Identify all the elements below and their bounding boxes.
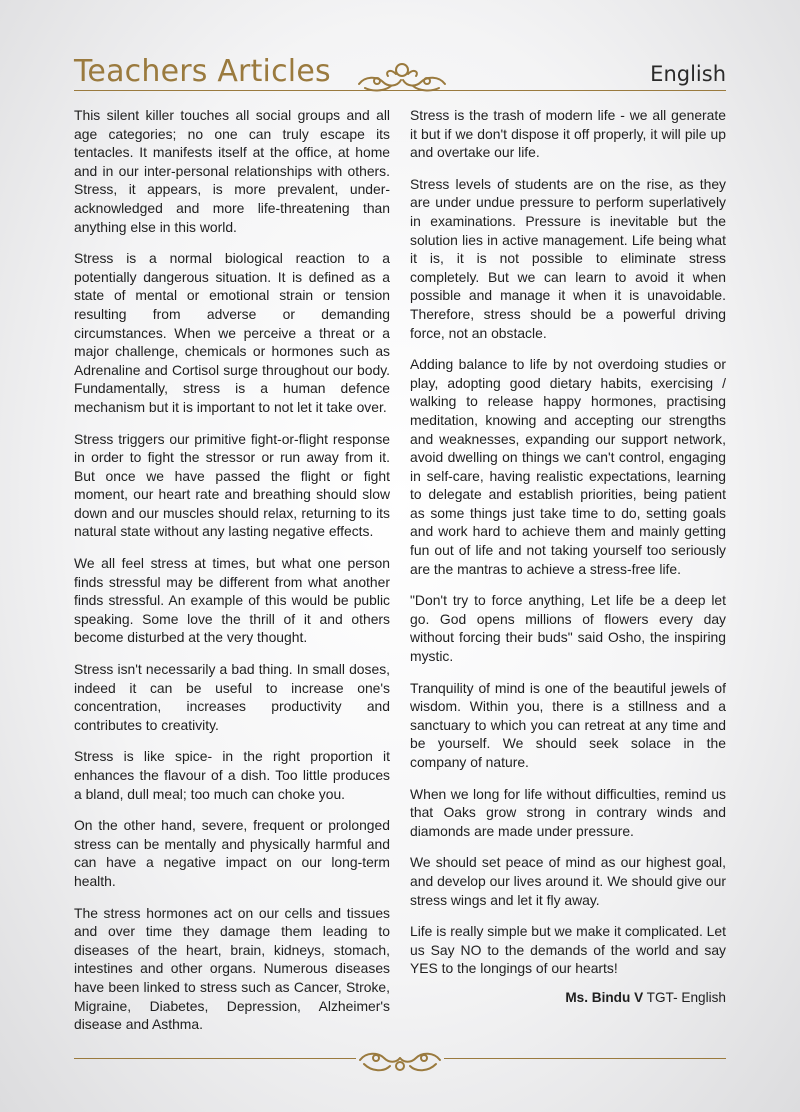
footer-rule-left [74, 1058, 356, 1059]
author-designation: TGT- English [646, 989, 726, 1005]
paragraph: On the other hand, severe, frequent or prolonged stress can be mentally and physically harmful and can have a negative impact on our long-term health. [74, 817, 390, 889]
paragraph: When we long for life without difficulties, remind us that Oaks grow strong in contrary winds and diamonds are made under pressure. [410, 785, 726, 839]
article-column-left [74, 106, 390, 1047]
paragraph: Tranquility of mind is one of the beautiful jewels of wisdom. Within you, there is a stillness and a sanctuary to which you can retreat at any time and be yourself. We should seek solace in the company of nature. [410, 679, 726, 770]
paragraph: Stress triggers our primitive fight-or-flight response in order to fight the stressor or run away from it. But once we have passed the flight or fight moment, our heart rate and breathing should slow down and our muscles should relax, returning to its natural state without any lasting negative effects. [74, 430, 390, 540]
footer-rule-right [444, 1058, 726, 1059]
paragraph: Stress is a normal biological reaction to a potentially dangerous situation. It is defined as a state of mental or emotional strain or tension resulting from adverse or demanding circumstances. When we perceive a threat or a major challenge, chemicals or hormones such as Adrenaline and Cortisol surge throughout our body. Fundamentally, stress is a human defence mechanism but it is important to not let it take over. [74, 250, 390, 415]
paragraph: Stress is the trash of modern life - we all generate it but if we don't dispose it off properly, it will pile up and overtake our life. [410, 107, 726, 161]
paragraph: Life is really simple but we make it complicated. Let us Say NO to the demands of the world and say YES to the longings of our hearts! [410, 923, 726, 977]
paragraph: We should set peace of mind as our highest goal, and develop our lives around it. We should give our stress wings and let it fly away. [410, 854, 726, 908]
language-label: English [650, 62, 726, 86]
article-column-right [410, 106, 726, 1008]
paragraph: This silent killer touches all social groups and all age categories; no one can truly escape its tentacles. It manifests itself at the office, at home and in our inter-personal relationships with others. Stress, it appears, is more prevalent, under-acknowledged and more life-threatening than anything else in this world. [74, 107, 390, 235]
paragraph: "Don't try to force anything, Let life be a deep let go. God opens millions of flowers every day without forcing their buds" said Osho, the inspiring mystic. [410, 592, 726, 665]
paragraph: Stress levels of students are on the rise, as they are under undue pressure to perform superlatively in examinations. Pressure is inevitable but the solution lies in active management. Life being what it is, it is not possible to eliminate stress completely. But we can learn to avoid it when possible and manage it when it is unavoidable. Therefore, stress should be a powerful driving force, not an obstacle. [410, 175, 726, 341]
header-rule [74, 90, 726, 91]
author-name: Ms. Bindu V [565, 989, 644, 1005]
paragraph: Stress is like spice- in the right proportion it enhances the flavour of a dish. Too little produces a bland, dull meal; too much can choke you. [74, 748, 390, 802]
paragraph: Stress isn't necessarily a bad thing. In small doses, indeed it can be useful to increase one's concentration, increases productivity and contributes to creativity. [74, 661, 390, 733]
scroll-flourish-icon [355, 58, 449, 94]
author-signature [410, 989, 726, 1008]
paragraph: We all feel stress at times, but what one person finds stressful may be different from what another finds stressful. An example of this would be public speaking. Some love the thrill of it and others become disturbed at the very thought. [74, 555, 390, 646]
paragraph: Adding balance to life by not overdoing studies or play, adopting good dietary habits, exercising / walking to release happy hormones, practising meditation, knowing and accepting our strengths and weaknesses, expanding our support network, avoid dwelling on things we can't control, engaging in self-care, having realistic expectations, learning to delegate and establish priorities, being patient as some things just take time to do, setting goals and work hard to achieve them and mainly getting fun out of life and not taking yourself too seriously are the mantras to achieve a stress-free life. [410, 356, 726, 577]
page-title: Teachers Articles [74, 54, 331, 89]
paragraph: The stress hormones act on our cells and tissues and over time they damage them leading to diseases of the heart, brain, kidneys, stomach, intestines and other organs. Numerous diseases have been linked to stress such as Cancer, Stroke, Migraine, Diabetes, Depression, Alzheimer's disease and Asthma. [74, 904, 390, 1033]
scroll-flourish-icon [356, 1046, 444, 1076]
